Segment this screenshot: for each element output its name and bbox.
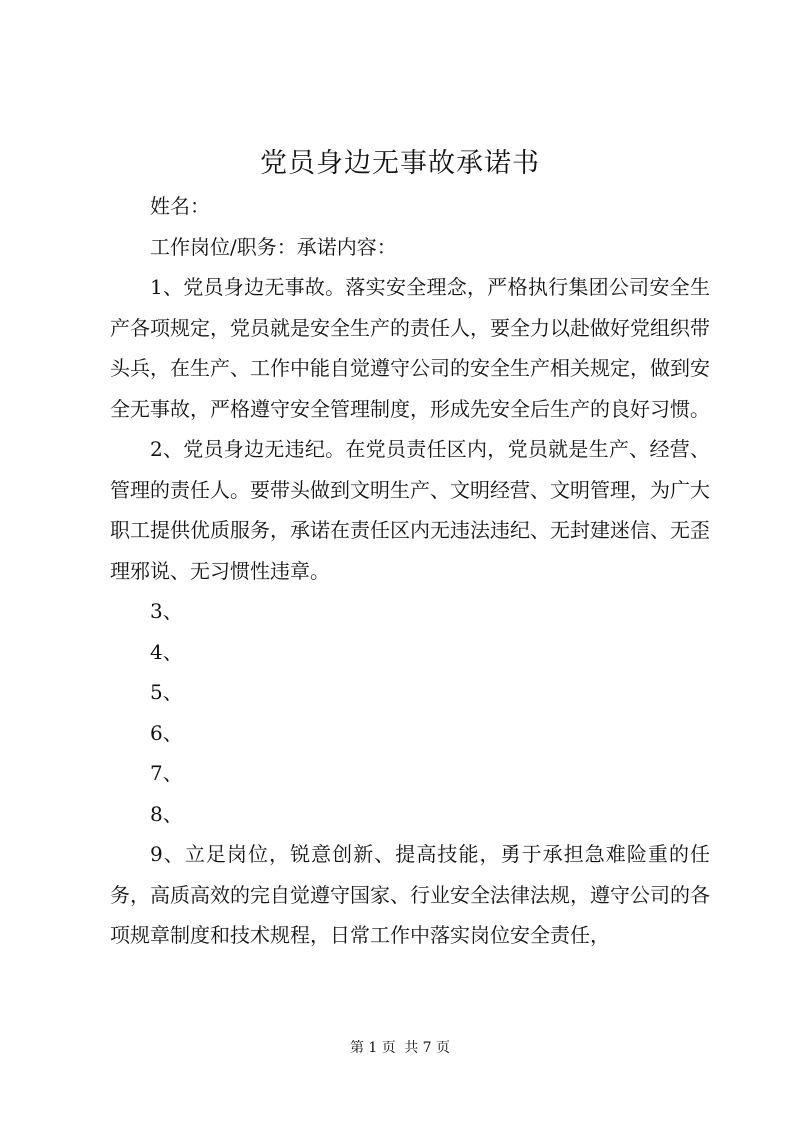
commitment-item-6: 6、: [150, 720, 183, 745]
position-line: 工作岗位/职务：承诺内容：: [150, 234, 397, 259]
page-total: 共 7 页: [404, 1040, 451, 1056]
document-body: [110, 186, 710, 956]
document-title: 党员身边无事故承诺书: [260, 148, 540, 179]
commitment-item-2: 2、党员身边无违纪。在党员责任区内，党员就是生产、经营、管理的责任人。要带头做到文明生产、文明经营、文明管理，为广大职工提供优质服务，承诺在责任区内无违法违纪、无封建迷信、无歪理邪说、无习惯性违章。: [110, 437, 710, 583]
commitment-item-1: 1、党员身边无事故。落实安全理念，严格执行集团公司安全生产各项规定，党员就是安全生产的责任人，要全力以赴做好党组织带头兵，在生产、工作中能自觉遵守公司的安全生产相关规定，做到安全无事故，严格遵守安全管理制度，形成先安全后生产的良好习惯。: [110, 275, 710, 421]
commitment-item-8: 8、: [150, 801, 183, 826]
page-footer: [0, 1038, 800, 1058]
name-line: 姓名：: [150, 194, 210, 218]
commitment-item-3: 3、: [150, 599, 183, 623]
commitment-item-7: 7、: [150, 761, 183, 785]
page-number: 第 1 页: [349, 1040, 396, 1056]
commitment-item-9: 9、立足岗位，锐意创新、提高技能，勇于承担急难险重的任务，高质高效的完自觉遵守国家、行业安全法律法规，遵守公司的各项规章制度和技术规程，日常工作中落实岗位安全责任，: [110, 842, 710, 947]
commitment-item-4: 4、: [150, 639, 183, 664]
commitment-item-5: 5、: [150, 680, 183, 704]
